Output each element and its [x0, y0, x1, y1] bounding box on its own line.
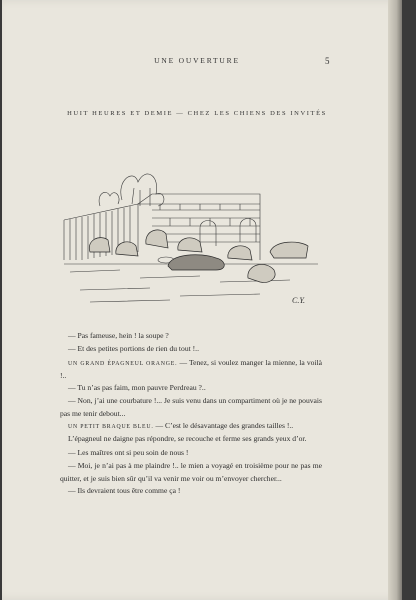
kennel-illustration: [60, 160, 322, 310]
paragraph: UN PETIT BRAQUE BLEU. — C’est le désavantage des grandes tailles !..: [68, 420, 294, 430]
paragraph: — Non, j’ai une courbature !... Je suis venu dans un compartiment où je ne pouvais pas me tenir debout...: [60, 396, 322, 419]
speaker-label: UN PETIT BRAQUE BLEU.: [68, 423, 154, 430]
paragraph: — Ils devraient tous être comme ça !: [68, 485, 181, 495]
speaker-label: UN GRAND ÉPAGNEUL ORANGE.: [68, 360, 178, 367]
paragraph: — Pas fameuse, hein ! la soupe ?: [68, 331, 169, 340]
artist-signature: C.Y.: [292, 296, 306, 305]
paragraph: — Moi, je n’ai pas à me plaindre !.. le mien a voyagé en troisième pour ne pas me quitter, et je suis bien sûr qu’il va venir me voir ou m’envoyer chercher...: [60, 461, 322, 484]
page-edge: [388, 0, 402, 600]
paragraph: L’épagneul ne daigne pas répondre, se recouche et ferme ses grands yeux d’or.: [68, 434, 307, 444]
paragraph: — Et des petites portions de rien du tout !..: [68, 344, 199, 354]
paragraph: UN GRAND ÉPAGNEUL ORANGE. — Tenez, si voulez manger la mienne, la voilà !..: [60, 357, 322, 381]
paragraph: — Les maîtres ont si peu soin de nous !: [68, 447, 189, 457]
running-title: UNE OUVERTURE: [154, 56, 240, 65]
paragraph: — Tu n’as pas faim, mon pauvre Perdreau ?..: [68, 382, 206, 392]
body-text: [60, 330, 322, 498]
page-number: 5: [325, 56, 330, 66]
book-page: [2, 0, 402, 600]
illustration-caption: HUIT HEURES ET DEMIE — CHEZ LES CHIENS DES INVITÉS: [67, 110, 327, 117]
